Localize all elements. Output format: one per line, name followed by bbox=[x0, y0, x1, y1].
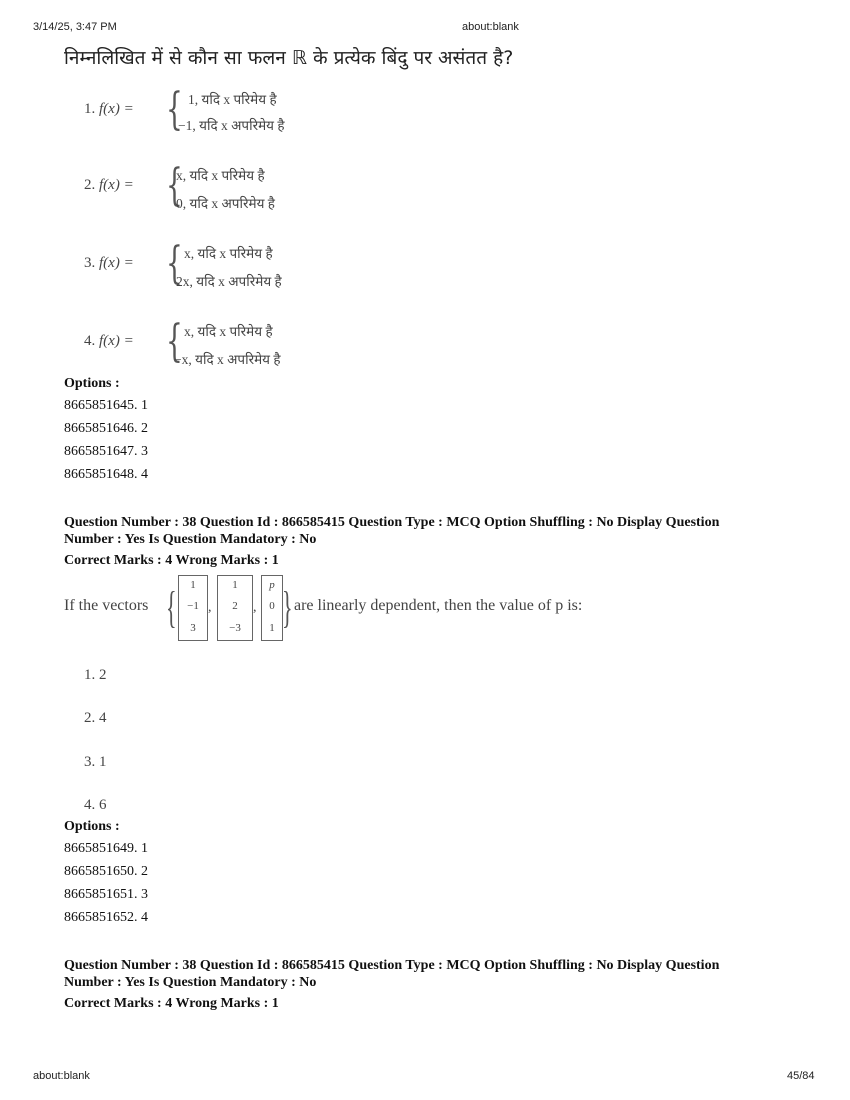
option-item: 8665851649. 1 bbox=[64, 841, 148, 856]
close-brace-icon: } bbox=[282, 583, 293, 632]
function-option-3 bbox=[84, 238, 344, 296]
answer-choice: 4. 6 bbox=[84, 797, 107, 813]
comma-separator: , bbox=[253, 600, 257, 615]
vector-entry: 1 bbox=[269, 622, 275, 634]
function-option-2 bbox=[84, 160, 344, 218]
marks-line: Correct Marks : 4 Wrong Marks : 1 bbox=[64, 996, 279, 1011]
function-number: 1. f(x) = bbox=[84, 101, 134, 117]
function-number: 2. f(x) = bbox=[84, 177, 134, 193]
open-brace-icon: { bbox=[166, 583, 177, 632]
print-header-url: about:blank bbox=[462, 21, 519, 33]
vector-entry: 1 bbox=[232, 579, 238, 591]
vector-entry: −1 bbox=[187, 600, 199, 612]
option-item: 8665851650. 2 bbox=[64, 864, 148, 879]
function-number: 3. f(x) = bbox=[84, 255, 134, 271]
marks-line: Correct Marks : 4 Wrong Marks : 1 bbox=[64, 553, 279, 568]
vector-entry: 3 bbox=[190, 622, 196, 634]
vector-question-suffix: are linearly dependent, then the value of p is: bbox=[294, 597, 583, 614]
function-case-2: −1, यदि x अपरिमेय है bbox=[178, 118, 285, 133]
function-case-2: −x, यदि x अपरिमेय है bbox=[174, 352, 281, 367]
vector-1 bbox=[178, 575, 208, 641]
function-case-1: x, यदि x परिमेय है bbox=[184, 246, 273, 261]
question-meta-line-2: Number : Yes Is Question Mandatory : No bbox=[64, 975, 317, 990]
function-option-4 bbox=[84, 316, 344, 374]
option-item: 8665851652. 4 bbox=[64, 910, 148, 925]
print-datetime: 3/14/25, 3:47 PM bbox=[33, 21, 117, 33]
vector-entry: p bbox=[269, 579, 275, 591]
function-case-1: 1, यदि x परिमेय है bbox=[188, 92, 277, 107]
function-case-2: 2x, यदि x अपरिमेय है bbox=[176, 274, 282, 289]
option-item: 8665851646. 2 bbox=[64, 421, 148, 436]
options-label: Options : bbox=[64, 819, 120, 834]
options-label: Options : bbox=[64, 376, 120, 391]
vector-2 bbox=[217, 575, 253, 641]
answer-choice: 3. 1 bbox=[84, 754, 107, 770]
brace-icon: { bbox=[166, 316, 183, 367]
function-case-2: 0, यदि x अपरिमेय है bbox=[176, 196, 275, 211]
question-meta-line-1: Question Number : 38 Question Id : 866585415 Question Type : MCQ Option Shuffling : No Display Question bbox=[64, 515, 720, 530]
brace-icon: { bbox=[166, 238, 183, 289]
print-footer-url: about:blank bbox=[33, 1070, 90, 1082]
answer-choice: 1. 2 bbox=[84, 667, 107, 683]
answer-choice: 2. 4 bbox=[84, 710, 107, 726]
vector-entry: 2 bbox=[232, 600, 238, 612]
function-number: 4. f(x) = bbox=[84, 333, 134, 349]
vector-entry: −3 bbox=[229, 622, 241, 634]
comma-separator: , bbox=[208, 600, 212, 615]
function-case-1: x, यदि x परिमेय है bbox=[176, 168, 265, 183]
option-item: 8665851645. 1 bbox=[64, 398, 148, 413]
brace-icon: { bbox=[166, 84, 183, 135]
vector-entry: 0 bbox=[269, 600, 275, 612]
question-meta-line-2: Number : Yes Is Question Mandatory : No bbox=[64, 532, 317, 547]
option-item: 8665851648. 4 bbox=[64, 467, 148, 482]
question-text-hindi: निम्नलिखित में से कौन सा फलन ℝ के प्रत्येक बिंदु पर असंतत है? bbox=[64, 47, 514, 69]
option-item: 8665851651. 3 bbox=[64, 887, 148, 902]
vector-entry: 1 bbox=[190, 579, 196, 591]
function-option-1 bbox=[84, 84, 344, 142]
vector-3 bbox=[261, 575, 283, 641]
question-meta-line-1: Question Number : 38 Question Id : 866585415 Question Type : MCQ Option Shuffling : No Display Question bbox=[64, 958, 720, 973]
option-item: 8665851647. 3 bbox=[64, 444, 148, 459]
page-number: 45/84 bbox=[787, 1070, 815, 1082]
brace-icon: { bbox=[166, 160, 183, 211]
vector-question-prefix: If the vectors bbox=[64, 597, 149, 614]
function-case-1: x, यदि x परिमेय है bbox=[184, 324, 273, 339]
